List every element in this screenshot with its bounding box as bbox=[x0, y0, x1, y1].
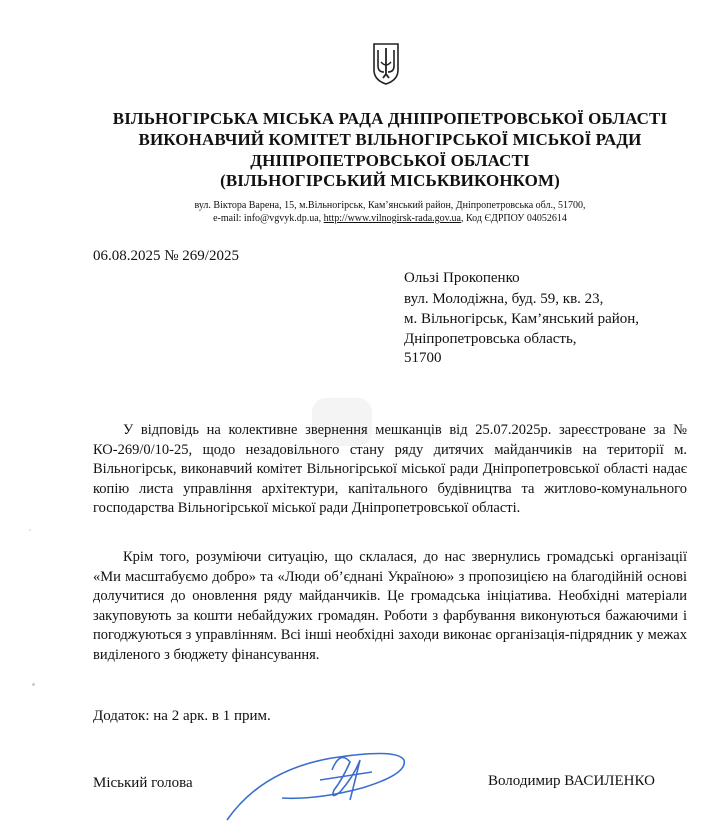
recipient-region: Дніпропетровська область, bbox=[404, 331, 577, 347]
org-name-line2: ВИКОНАВЧИЙ КОМІТЕТ ВІЛЬНОГІРСЬКОЇ МІСЬКОЇ РАДИ bbox=[138, 130, 642, 149]
body-paragraph-2 bbox=[93, 548, 687, 666]
recipient-postcode: 51700 bbox=[404, 350, 442, 366]
org-address: вул. Віктора Варена, 15, м.Вільногірськ, Кам’янський район, Дніпропетровська обл., 51700, bbox=[194, 200, 586, 211]
recipient-street: вул. Молодіжна, буд. 59, кв. 23, bbox=[404, 291, 604, 307]
org-name-line1: ВІЛЬНОГІРСЬКА МІСЬКА РАДА ДНІПРОПЕТРОВСЬКОЇ ОБЛАСТІ bbox=[112, 109, 668, 128]
body-paragraph-1-text: У відповідь на колективне звернення мешканців від 25.07.2025р. зареєстроване за № КО-269/0/10-25, щодо незадовільного стану ряду дитячих майданчиків на території м. Вільногірськ, виконавчий комітет Вільногірської міської ради Дніпропетровської області надає копію листа управління архітектури, капітального будівництва та житлово-комунального господарства Вільногірської міської ради Дніпропетровської області. bbox=[93, 422, 687, 517]
org-contacts bbox=[40, 212, 707, 226]
document-date-number: 06.08.2025 № 269/2025 bbox=[93, 248, 239, 264]
attachment-note: Додаток: на 2 арк. в 1 прим. bbox=[93, 708, 271, 724]
recipient-name: Ользі Прокопенко bbox=[404, 270, 520, 286]
org-name-line3: ДНІПРОПЕТРОВСЬКОЇ ОБЛАСТІ bbox=[250, 151, 530, 170]
scan-speck bbox=[29, 529, 31, 531]
signer-title: Міський голова bbox=[93, 775, 193, 791]
trident-emblem-icon bbox=[371, 40, 401, 86]
signer-name: Володимир ВАСИЛЕНКО bbox=[488, 773, 655, 789]
org-website-link[interactable]: http://www.vilnogirsk-rada.gov.ua bbox=[323, 213, 461, 224]
org-name-line4: (ВІЛЬНОГІРСЬКИЙ МІСЬКВИКОНКОМ) bbox=[220, 171, 560, 190]
org-code: , Код ЄДРПОУ 04052614 bbox=[460, 213, 567, 224]
body-paragraph-1 bbox=[93, 421, 687, 519]
org-email: e-mail: info@vgvyk.dp.ua, bbox=[213, 213, 324, 224]
body-paragraph-2-text: Крім того, розуміючи ситуацію, що склалася, до нас звернулись громадські організації «Ми масштабуємо добро» та «Люди об’єднані Україною» з пропозицією на благодійній основі долучитися до оновлення ряду майданчиків. Це громадська ініціатива. Необхідні матеріали закуповують за кошти небайдужих громадян. Роботи з фарбування виконуються бажаючими і погоджуються з управлінням. Всі інші необхідні заходи виконає організація-підрядник у межах виділеного з бюджету фінансування. bbox=[93, 549, 687, 663]
recipient-city: м. Вільногірськ, Кам’янський район, bbox=[404, 311, 640, 327]
scan-speck bbox=[32, 683, 35, 686]
handwritten-signature bbox=[222, 740, 412, 823]
